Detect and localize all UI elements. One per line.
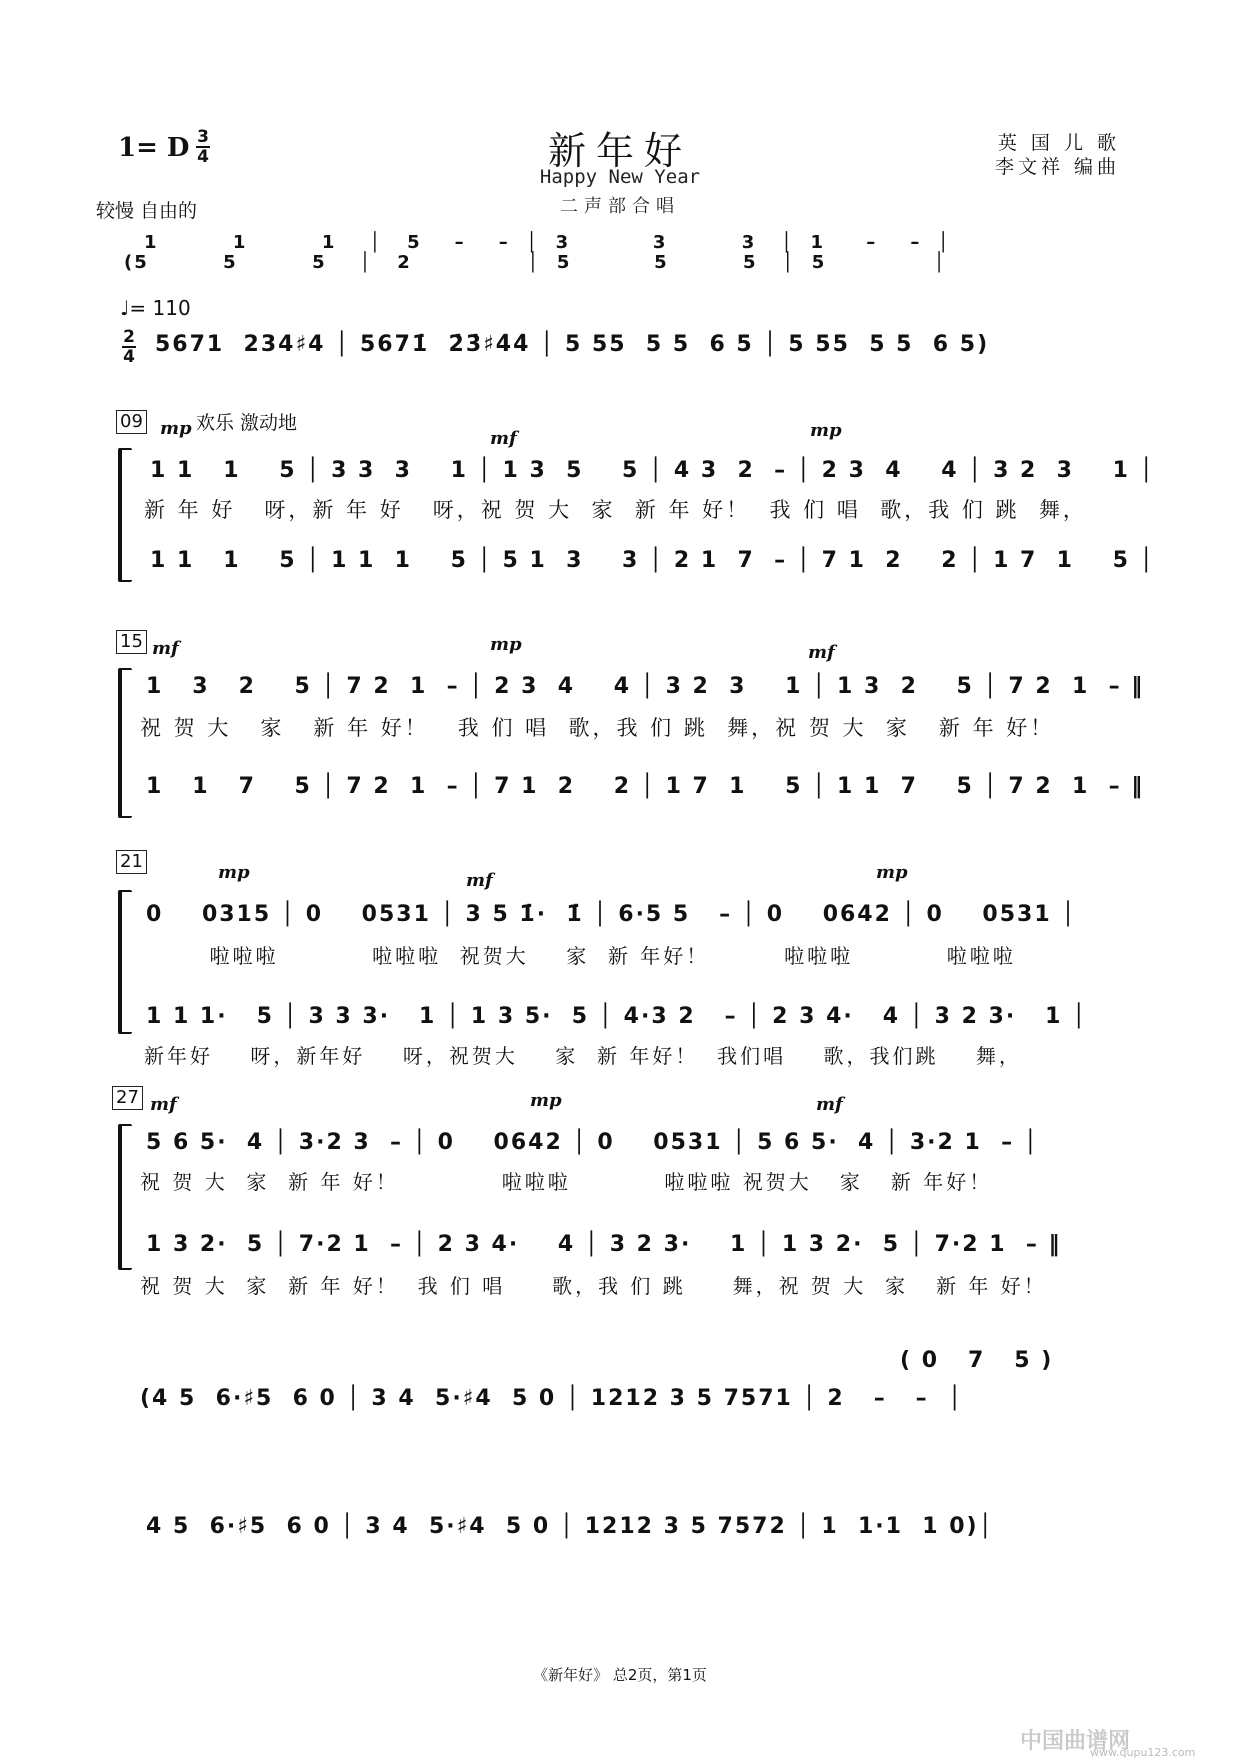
intro-row2-notes: 5671 234♯4 │ 5671̇ 2̇3̇♯4̇4̇ │ 5 55 5 5 6 5 │ 5 55 5 5 6 5) (155, 332, 990, 357)
song-subtitle-chinese: 二声部合唱 (560, 196, 680, 217)
system-bracket (118, 1124, 132, 1270)
system-bracket (118, 448, 132, 582)
credit-origin: 英 国 儿 歌 (997, 132, 1120, 154)
dynamic-marking: mp (876, 862, 908, 883)
coda-row1-notes: (4 5 6·♯5 6 0 │ 3 4 5·♯4 5 0 │ 1212 3 5 7571 │ 2 – – │ (140, 1386, 964, 1411)
intro-time2-denominator: 4 (123, 347, 135, 367)
watermark-logo: 中国曲谱网 (1020, 1728, 1131, 1754)
coda-row2-notes: 4 5 6·♯5 6 0 │ 3 4 5·♯4 5 0 │ 1212 3 5 7572 │ 1 1·1 1 0)│ (146, 1514, 994, 1539)
key-signature: 1= D (118, 133, 190, 163)
dynamic-marking: mf (152, 638, 179, 659)
dynamic-marking: mp (490, 634, 522, 655)
dynamic-marking: mp (530, 1090, 562, 1111)
dynamic-marking: mf (816, 1094, 843, 1115)
lower-voice-notes: 1 3 2· 5 │ 7·2 1 – │ 2 3 4· 4 │ 3 2 3· 1 │ 1 3 2· 5 │ 7·2 1 – ‖ (146, 1232, 1062, 1257)
credit-arranger: 李文祥 编曲 (994, 156, 1120, 178)
dynamic-marking: mp (810, 420, 842, 441)
lyrics-line: 新年好 呀，新年好 呀，祝贺大 家 新 年好！ 我们唱 歌，我们跳 舞， (144, 1044, 1022, 1068)
dynamic-marking: mp (218, 862, 250, 883)
system-bracket (118, 668, 132, 818)
intro-row1-upper: 1 1 1 │ 5 – – │ 3 3 3 │ 1 – – │ (144, 232, 951, 253)
lyrics-line: 啦啦啦 啦啦啦 祝贺大 家 新 年好！ 啦啦啦 啦啦啦 (144, 944, 1016, 968)
measure-number: 15 (116, 630, 147, 654)
lyrics-line: 祝 贺 大 家 新 年 好！ 我 们 唱 歌，我 们 跳 舞，祝 贺 大 家 新 年 好！ (140, 716, 1055, 740)
page-footer: 《新年好》 总2页，第1页 (533, 1666, 707, 1684)
upper-voice-notes: 5 6 5· 4 │ 3·2 3 – │ 0 0642 │ 0 0531 │ 5 6 5· 4 │ 3·2 1 – │ (146, 1130, 1040, 1155)
intro-time2-numerator: 2 (123, 327, 135, 347)
dynamic-marking: mf (150, 1094, 177, 1115)
tempo-marking: 较慢 自由的 (96, 200, 198, 222)
lyrics-line: 祝 贺 大 家 新 年 好！ 我 们 唱 歌，我 们 跳 舞，祝 贺 大 家 新 年 好！ (140, 1274, 1047, 1298)
lyrics-line: 祝 贺 大 家 新 年 好！ 啦啦啦 啦啦啦 祝贺大 家 新 年好！ (140, 1170, 993, 1194)
time-signature-denominator: 4 (197, 147, 209, 167)
measure-number: 21 (116, 850, 147, 874)
dynamic-marking: mf (490, 428, 517, 449)
dynamic-marking: mf (466, 870, 493, 891)
dynamic-marking: mf (808, 642, 835, 663)
lower-voice-notes: 1 1 7 5 │ 7 2 1 – │ 7 1 2 2 │ 1 7 1 5 │ 1 1 7 5 │ 7 2 1 – ‖ (146, 774, 1145, 799)
measure-number: 09 (116, 410, 147, 434)
lower-voice-notes: 1 1 1· 5 │ 3 3 3· 1 │ 1 3 5· 5 │ 4·3 2 – │ 2 3 4· 4 │ 3 2 3· 1 │ (146, 1004, 1088, 1029)
lyrics-line: 新 年 好 呀，新 年 好 呀，祝 贺 大 家 新 年 好！ 我 们 唱 歌，我 们 跳 舞， (144, 498, 1087, 522)
upper-voice-notes: 1 1 1 5 │ 3 3 3 1 │ 1 3 5 5 │ 4 3 2 – │ 2 3 4 4 │ 3 2 3 1 │ (150, 458, 1155, 483)
song-subtitle-english: Happy New Year (539, 166, 701, 188)
intro-row1-lower: (5 5 5 │ 2 │ 5 5 5 │ 5 │ (124, 252, 947, 273)
upper-voice-notes: 0 0315 │ 0 0531 │ 3 5 1̇· 1̇ │ 6·5 5 – │ 0 0642 │ 0 0531 │ (146, 902, 1077, 927)
metronome-marking: ♩= 110 (120, 296, 191, 320)
song-title: 新年好 (547, 129, 692, 173)
expression-marking: 欢乐 激动地 (196, 412, 298, 434)
ossia-notes: ( 0 7 5 ) (900, 1348, 1054, 1373)
measure-number: 27 (112, 1086, 143, 1110)
dynamic-marking: mp (160, 418, 192, 439)
system-bracket (118, 890, 132, 1034)
watermark-url: www.qupu123.com (1090, 1746, 1196, 1759)
upper-voice-notes: 1 3 2 5 │ 7 2 1 – │ 2 3 4 4 │ 3 2 3 1 │ 1 3 2 5 │ 7 2 1 – ‖ (146, 674, 1145, 699)
lower-voice-notes: 1 1 1 5 │ 1 1 1 5 │ 5 1 3 3 │ 2 1 7 – │ 7 1 2 2 │ 1 7 1 5 │ (150, 548, 1155, 573)
time-signature-numerator: 3 (197, 127, 209, 147)
